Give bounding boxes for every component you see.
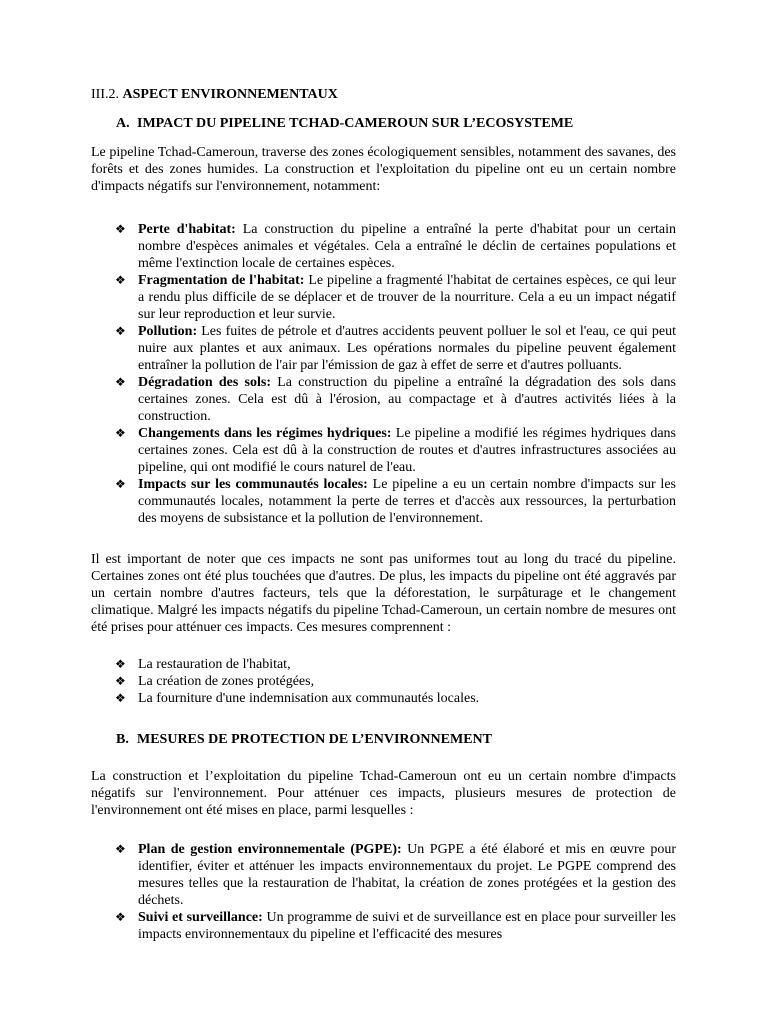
item-term: Dégradation des sols: [138,375,271,390]
item-term: Fragmentation de l'habitat: [138,273,305,288]
subsection-b-letter: B. [116,732,129,747]
list-item [91,909,676,943]
item-text: Un PGPE a été élaboré et mis en œuvre pour identifier, éviter et atténuer les impacts environnementaux du projet. Le PGPE comprend des mesures telles que la restauration de l'habitat, la création de zones protégées et la gestion des déchets. [138,842,677,908]
list-item [91,425,676,476]
bullet-icon: ❖ [115,375,126,389]
bullet-icon: ❖ [115,842,126,856]
item-term: Plan de gestion environnementale (PGPE): [138,842,402,857]
section-number: III.2. [91,87,119,102]
bullet-icon: ❖ [115,222,126,236]
item-text: Les fuites de pétrole et d'autres accidents peuvent polluer le sol et l'eau, ce qui peut nuire aux plantes et aux animaux. Les opérations normales du pipeline peuvent également entraîner la pollution de l'air par l'émission de gaz à effet de serre et d'autres polluants. [138,324,676,373]
bullet-icon: ❖ [115,657,126,671]
item-text: Un programme de suivi et de surveillance est en place pour surveiller les impacts environnementaux du pipeline et l'efficacité des mesures [138,910,677,942]
subsection-a-letter: A. [116,116,130,131]
impacts-list [91,221,676,527]
protection-intro-paragraph: La construction et l’exploitation du pipeline Tchad-Cameroun ont eu un certain nombre d'impacts négatifs sur l'environnement. Pour atténuer ces impacts, plusieurs mesures de protection de l'environnement ont été mises en place, parmi lesquelles : [91,769,676,818]
list-item [91,690,676,707]
list-item [91,272,676,323]
item-text: La création de zones protégées, [138,674,315,689]
list-item [91,476,676,527]
section-title: ASPECT ENVIRONNEMENTAUX [122,87,338,102]
bullet-icon: ❖ [115,910,126,924]
item-text: La construction du pipeline a entraîné la perte d'habitat pour un certain nombre d'espèces animales et végétales. Cela a entraîné le déclin de certaines populations et même l'extinction locale de certaines espèces. [138,222,676,271]
measures-list [91,656,676,707]
bullet-icon: ❖ [115,324,126,338]
item-term: Impacts sur les communautés locales: [138,477,368,492]
bullet-icon: ❖ [115,426,126,440]
intro-paragraph: Le pipeline Tchad-Cameroun, traverse des zones écologiquement sensibles, notamment des savanes, des forêts et des zones humides. La construction et l'exploitation du pipeline ont eu un certain nombre d'impacts négatifs sur l'environnement, notamment: [91,145,676,194]
section-heading [91,86,676,103]
list-item [91,374,676,425]
list-item [91,673,676,690]
subsection-b-heading [116,731,676,748]
protection-measures-list [91,841,676,943]
subsection-a-heading [116,115,676,132]
list-item [91,323,676,374]
bullet-icon: ❖ [115,691,126,705]
item-term: Suivi et surveillance: [138,910,263,925]
list-item [91,656,676,673]
item-term: Perte d'habitat: [138,222,236,237]
item-text: Le pipeline a modifié les régimes hydriques dans certaines zones. Cela est dû à la construction de routes et d'autres infrastructures associées au pipeline, qui ont modifié le cours naturel de l'eau. [138,426,676,475]
list-item [91,221,676,272]
item-text: La construction du pipeline a entraîné la dégradation des sols dans certaines zones. Cela est dû à l'érosion, au compactage et à d'autres activités liées à la construction. [138,375,676,424]
item-text: La fourniture d'une indemnisation aux communautés locales. [138,691,480,706]
document-body [91,86,676,957]
bullet-icon: ❖ [115,273,126,287]
item-text: Le pipeline a eu un certain nombre d'impacts sur les communautés locales, notamment la perte de terres et d'accès aux ressources, la perturbation des moyens de subsistance et la pollution de l'environnement. [138,477,676,526]
subsection-b-title: MESURES DE PROTECTION DE L’ENVIRONNEMENT [137,732,492,747]
subsection-a-title: IMPACT DU PIPELINE TCHAD-CAMEROUN SUR L’ECOSYSTEME [137,116,574,131]
item-term: Changements dans les régimes hydriques: [138,426,392,441]
bullet-icon: ❖ [115,674,126,688]
bullet-icon: ❖ [115,477,126,491]
list-item [91,841,676,909]
item-text: La restauration de l'habitat, [138,657,291,672]
item-text: Le pipeline a fragmenté l'habitat de certaines espèces, ce qui leur a rendu plus difficile de se déplacer et de trouver de la nourriture. Cela a eu un impact négatif sur leur reproduction et leur survie. [138,273,677,322]
item-term: Pollution: [138,324,198,339]
note-paragraph: Il est important de noter que ces impacts ne sont pas uniformes tout au long du tracé du pipeline. Certaines zones ont été plus touchées que d'autres. De plus, les impacts du pipeline ont été aggravés par un certain nombre d'autres facteurs, tels que la déforestation, le surpâturage et le changement climatique. Malgré les impacts négatifs du pipeline Tchad-Cameroun, un certain nombre de mesures ont été prises pour atténuer ces impacts. Ces mesures comprennent : [91,552,676,635]
